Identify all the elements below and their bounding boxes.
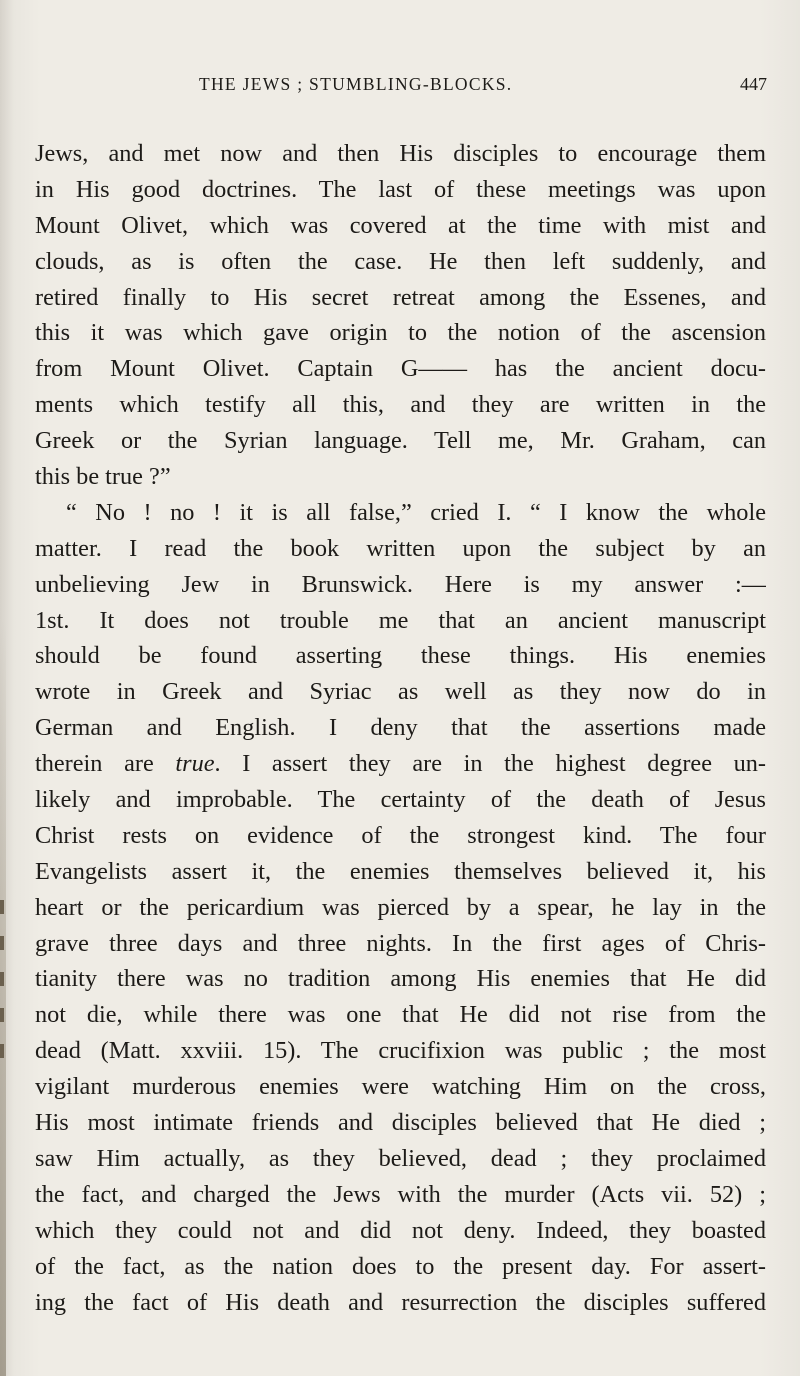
text-line: saw Him actually, as they believed, dead ; they proclaimed — [35, 1144, 766, 1172]
text-line: matter. I read the book written upon the subject by an — [35, 534, 766, 562]
text-line: this it was which gave origin to the notion of the ascension — [35, 319, 766, 347]
text-line: ing the fact of His death and resurrection the disciples suffered — [35, 1288, 766, 1316]
text-line: therein are true. I assert they are in the highest degree un- — [35, 750, 766, 778]
text-line: Greek or the Syrian language. Tell me, Mr. Graham, can — [35, 427, 766, 455]
text-line: not die, while there was one that He did not rise from the — [35, 1001, 766, 1029]
text-line: German and English. I deny that the assertions made — [35, 714, 766, 742]
text-line: vigilant murderous enemies were watching Him on the cross, — [35, 1073, 766, 1101]
text-line: ments which testify all this, and they are written in the — [35, 391, 766, 419]
text-line: Christ rests on evidence of the strongest kind. The four — [35, 821, 766, 849]
text-line: His most intimate friends and disciples believed that He died ; — [35, 1109, 766, 1137]
text-line: unbelieving Jew in Brunswick. Here is my answer :— — [35, 570, 766, 598]
text-line: Evangelists assert it, the enemies themselves believed it, his — [35, 857, 766, 885]
running-head — [0, 74, 800, 98]
text-line: this be true ?” — [35, 463, 171, 491]
text-line: in His good doctrines. The last of these meetings was upon — [35, 175, 766, 203]
text-line: wrote in Greek and Syriac as well as they now do in — [35, 678, 766, 706]
body-text — [35, 136, 766, 1320]
text-line: 1st. It does not trouble me that an ancient manuscript — [35, 606, 766, 634]
text-line: clouds, as is often the case. He then left suddenly, and — [35, 247, 766, 275]
text-line: “ No ! no ! it is all false,” cried I. “ I know the whole — [66, 498, 766, 526]
text-line: grave three days and three nights. In the first ages of Chris- — [35, 929, 766, 957]
text-line: Jews, and met now and then His disciples to encourage them — [35, 140, 766, 167]
text-line: of the fact, as the nation does to the present day. For assert- — [35, 1252, 766, 1280]
text-line: retired finally to His secret retreat among the Essenes, and — [35, 283, 766, 311]
text-line: from Mount Olivet. Captain G—— has the ancient docu- — [35, 355, 766, 383]
page-number: 447 — [740, 74, 767, 94]
text-line: likely and improbable. The certainty of the death of Jesus — [35, 786, 766, 814]
text-line: tianity there was no tradition among His enemies that He did — [35, 965, 766, 993]
running-head-title: THE JEWS ; STUMBLING-BLOCKS. — [199, 74, 513, 94]
text-line: heart or the pericardium was pierced by a spear, he lay in the — [35, 893, 766, 921]
text-line: dead (Matt. xxviii. 15). The crucifixion was public ; the most — [35, 1037, 766, 1065]
text-line: should be found asserting these things. His enemies — [35, 642, 766, 670]
text-line: the fact, and charged the Jews with the murder (Acts vii. 52) ; — [35, 1180, 766, 1208]
emphasis-text: true — [175, 750, 215, 778]
binding-gutter-marks — [0, 900, 6, 1070]
text-line: Mount Olivet, which was covered at the time with mist and — [35, 211, 766, 239]
text-line: which they could not and did not deny. Indeed, they boasted — [35, 1216, 766, 1244]
